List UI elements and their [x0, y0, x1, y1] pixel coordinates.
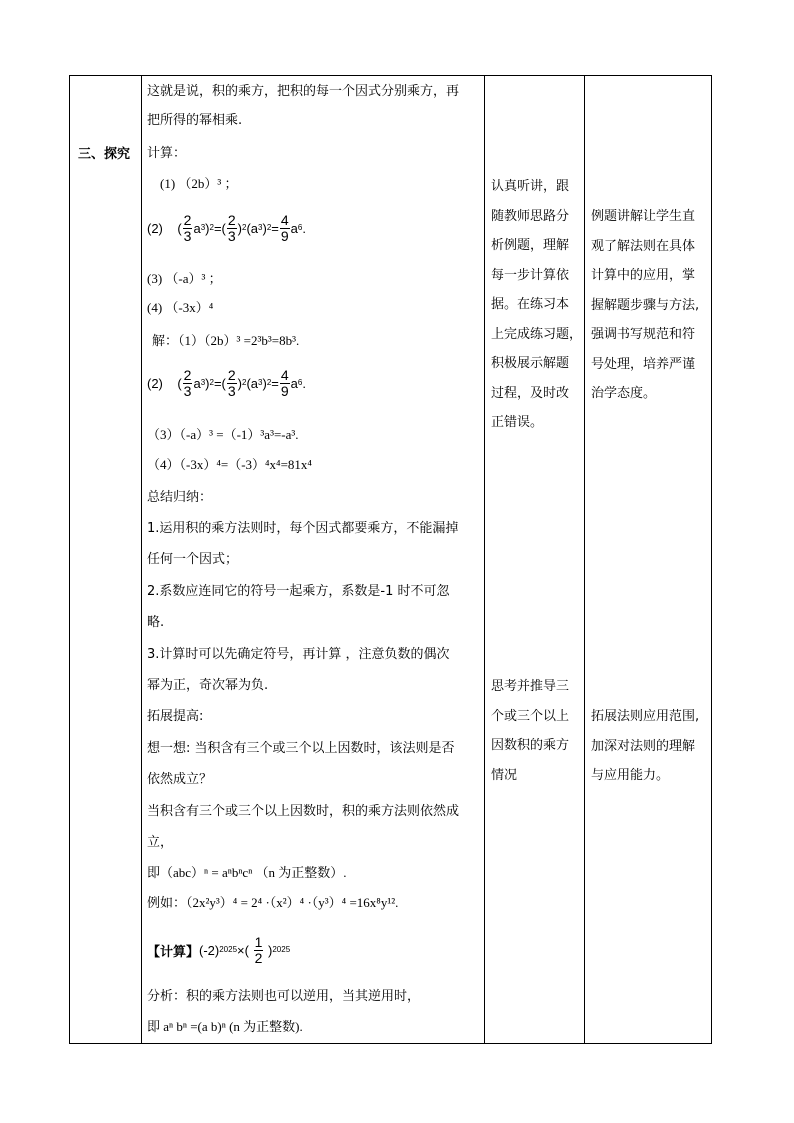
- student-activity-1: 认真听讲，跟 随教师思路分 析例题，理解 每一步计算依 据。在练习本 上完成练习题， 积极展示解题 过程，及时改 正错误。: [491, 179, 583, 430]
- fraction: $\frac{2}{3}$: [183, 211, 192, 244]
- column-divider-1: [141, 75, 142, 1044]
- problem-4: (4) （-3x）⁴: [147, 300, 214, 315]
- table-bottom-border: [69, 1043, 712, 1044]
- summary-2-line-2: 略.: [147, 615, 165, 630]
- column-divider-2: [484, 75, 485, 1044]
- calc-label: 【计算】: [147, 943, 200, 959]
- student-activity-2: 思考并推导三 个或三个以上 因数积的乘方 情况: [491, 679, 570, 783]
- summary-heading: 总结归纳：: [147, 490, 213, 505]
- table-right-border: [711, 75, 712, 1044]
- summary-1-line-2: 任何一个因式；: [147, 552, 239, 567]
- answer-line-2: 立，: [147, 835, 174, 850]
- analysis-line-2: 即 aⁿ bⁿ =(a b)ⁿ (n 为正整数).: [147, 1019, 303, 1034]
- extend-heading: 拓展提高:: [147, 709, 204, 724]
- fraction: $\frac{4}{9}$: [280, 366, 289, 399]
- solution-4: （4）（-3x）⁴=（-3）⁴x⁴=81x⁴: [147, 457, 312, 472]
- summary-2-line-1: 2.系数应连同它的符号一起乘方，系数是-1 时不可忽: [147, 584, 450, 599]
- fraction: $\frac{2}{3}$: [227, 211, 236, 244]
- intro-line-1: 这就是说，积的乘方，把积的每一个因式分别乘方，再: [147, 84, 460, 99]
- table-left-border: [69, 75, 70, 1044]
- design-intent-2: 拓展法则应用范围, 加深对法则的理解 与应用能力。: [591, 709, 700, 783]
- problem-number: (2): [147, 375, 163, 391]
- fraction: $\frac{1}{2}$: [254, 933, 263, 966]
- compute-heading: 计算：: [147, 146, 187, 161]
- example-line: 例如：（2x²y³）⁴ = 2⁴ ·（x²）⁴ ·（y³）⁴ =16x⁸y¹².: [147, 895, 399, 910]
- think-line-2: 依然成立？: [147, 772, 213, 787]
- fraction: $\frac{2}{3}$: [227, 366, 236, 399]
- column-divider-3: [584, 75, 585, 1044]
- problem-2-formula: (2) ( $\frac{2}{3}$ a 3 ) 2 =( $\frac{2}{3}$ ) 2 (a 3 ) 2 = $\frac{4}{9}$ a 6 .: [147, 211, 306, 244]
- solution-1: 解：（1）（2b）³ =2³b³=8b³.: [152, 333, 300, 348]
- summary-1-line-1: 1.运用积的乘方法则时，每个因式都要乘方，不能漏掉: [147, 521, 459, 536]
- section-label: 三、探究: [78, 147, 131, 162]
- summary-3-line-2: 幂为正，奇次幂为负.: [147, 678, 269, 693]
- table-top-border: [69, 75, 712, 76]
- design-intent-1: 例题讲解让学生直 观了解法则在具体 计算中的应用，掌 握解题步骤与方法, 强调书写规范和符 号处理，培养严谨 治学态度。: [591, 209, 700, 401]
- problem-number: (2): [147, 220, 163, 236]
- think-line-1: 想一想: 当积含有三个或三个以上因数时，该法则是否: [147, 741, 455, 756]
- calc-exercise: 【计算】 (-2) 2025 ×( $\frac{1}{2}$ ) 2025: [147, 933, 291, 966]
- problem-1: (1) （2b）³ ；: [160, 176, 238, 191]
- fraction: $\frac{4}{9}$: [280, 211, 289, 244]
- solution-2-formula: (2) ( $\frac{2}{3}$ a 3 ) 2 =( $\frac{2}{3}$ ) 2 (a 3 ) 2 = $\frac{4}{9}$ a 6 .: [147, 366, 306, 399]
- analysis-line-1: 分析：积的乘方法则也可以逆用，当其逆用时，: [147, 989, 421, 1004]
- solution-3: （3）（-a）³ =（-1）³a³=-a³.: [147, 427, 299, 442]
- intro-line-2: 把所得的幂相乘.: [147, 113, 243, 128]
- general-rule: 即（abc）ⁿ = aⁿbⁿcⁿ （n 为正整数）.: [147, 865, 347, 880]
- summary-3-line-1: 3.计算时可以先确定符号，再计算 ，注意负数的偶次: [147, 647, 450, 662]
- answer-line-1: 当积含有三个或三个以上因数时，积的乘方法则依然成: [147, 804, 460, 819]
- fraction: $\frac{2}{3}$: [183, 366, 192, 399]
- problem-3: (3) （-a）³ ；: [147, 271, 222, 286]
